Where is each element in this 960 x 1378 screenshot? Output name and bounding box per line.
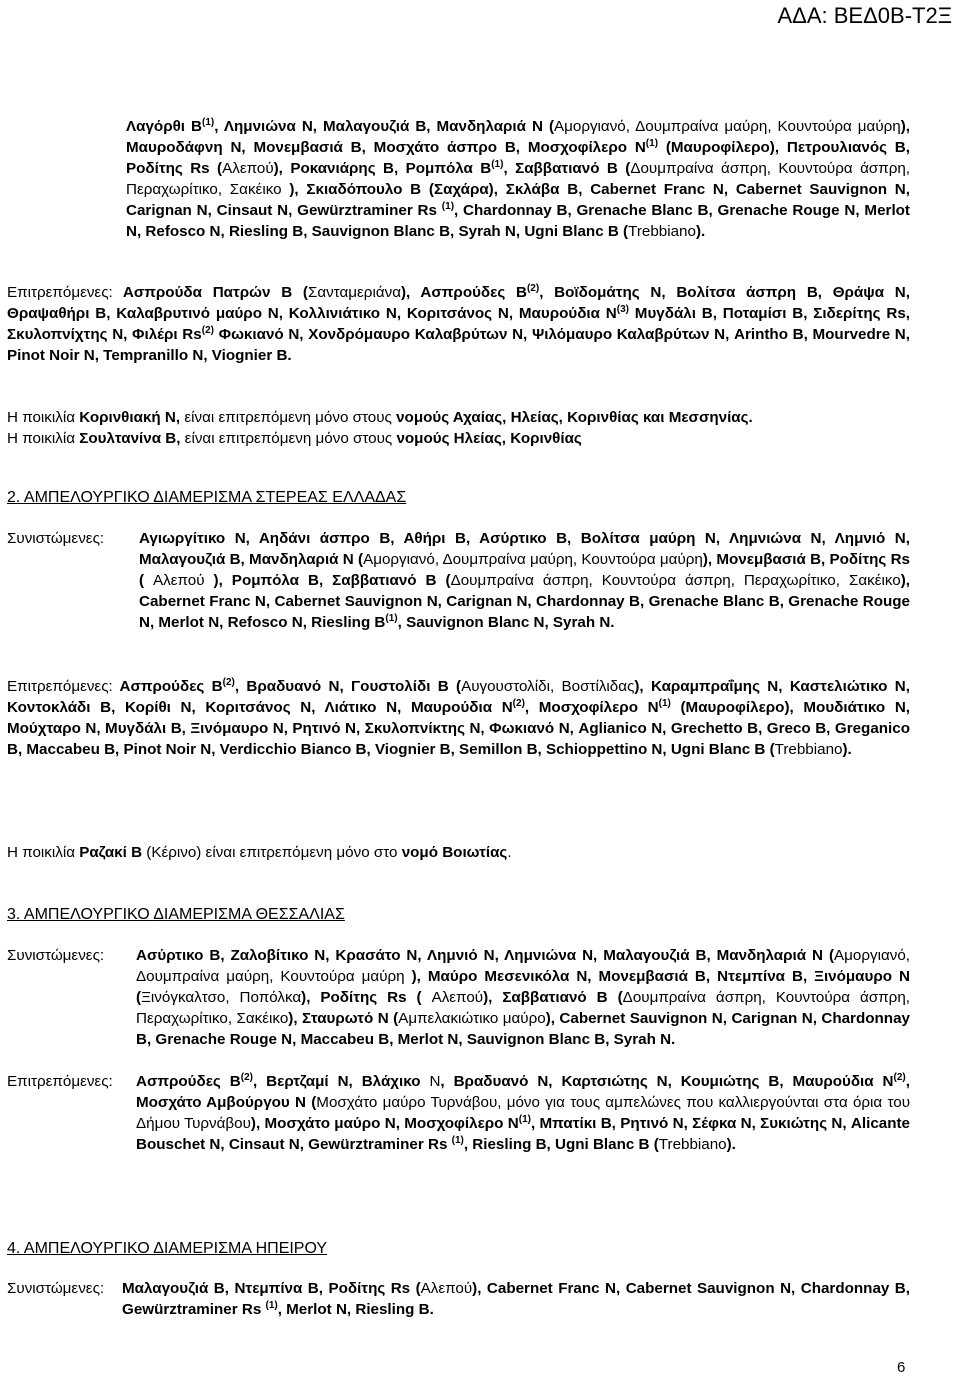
section4-recommended-label: Συνιστώμενες: (7, 1280, 105, 1297)
section2-heading: 2. ΑΜΠΕΛΟΥΡΓΙΚΟ ΔΙΑΜΕΡΙΣΜΑ ΣΤΕΡΕΑΣ ΕΛΛΑΔΑΣ (7, 489, 407, 506)
ada-code: ΑΔΑ: ΒΕΔ0Β-Τ2Ξ (777, 3, 952, 28)
section3-heading: 3. ΑΜΠΕΛΟΥΡΓΙΚΟ ΔΙΑΜΕΡΙΣΜΑ ΘΕΣΣΑΛΙΑΣ (7, 906, 345, 923)
section2-note-razaki: Η ποικιλία Ραζακί Β (Κέρινο) είναι επιτρεπόμενη μόνο στο νομό Βοιωτίας. (7, 844, 512, 861)
page-number: 6 (897, 1359, 906, 1376)
section3-permitted-text: Ασπρούδες $B^{(2)}$, Βερτζαμί Ν, Βλάχικο Ν, Βραδυανό Ν, Καρτσιώτης Ν, Κουμιώτης Β, Μαυρούδια $N^{(2)}$, Μοσχάτο Αμβούργου Ν (Μοσχάτο μαύρο Τυρνάβου, μόνο για τους αμπελώνες που καλλιεργούνται στα όρια του Δήμου Τυρνάβου), Μοσχάτο μαύρο Ν, Μοσχοφίλερο $N^{(1)}$, Μπατίκι Β, Ρητινό Ν, Σέφκα Ν, Συκιώτης Ν, Alicante Bouschet N, Cinsaut N, Gewürztraminer Rs $^{(1)}$, Riesling B, Ugni Blanc B (Trebbiano). (136, 1072, 910, 1153)
section2-recommended-text: Αγιωργίτικο Ν, Αηδάνι άσπρο Β, Αθήρι Β, Ασύρτικο Β, Βολίτσα μαύρη Ν, Λημνιώνα Ν, Λημνιό Ν, Μαλαγουζιά Β, Μανδηλαριά Ν (Αμοργιανό, Δουμπραίνα μαύρη, Κουντούρα μαύρη), Μονεμβασιά Β, Ροδίτης Rs ( Αλεπού ), Ρομπόλα Β, Σαββατιανό Β (Δουμπραίνα άσπρη, Κουντούρα άσπρη, Περαχωρίτικο, Σακέικο), Cabernet Franc N, Cabernet Sauvignon N, Carignan N, Chardonnay B, Grenache Blanc B, Grenache Rouge N, Merlot N, Refosco N, Riesling $B^{(1)}$, Sauvignon Blanc N, Syrah N. (139, 530, 910, 631)
section2-recommended-label: Συνιστώμενες: (7, 530, 105, 547)
section1-permitted-text: Επιτρεπόμενες: Ασπρούδα Πατρών Β (Σανταμεριάνα), Ασπρούδες $B^{(2)}$, Βοϊδομάτης Ν, Βολίτσα άσπρη Β, Θράψα Ν, Θραψαθήρι Β, Καλαβρυτινό μαύρο Ν, Κολλινιάτικο Ν, Κοριτσάνος Ν, Μαυρούδια $N^{(3)}$ Μυγδάλι Β, Ποταμίσι Β, Σιδερίτης Rs, Σκυλοπνίχτης Ν, Φιλέρι Rs$^{(2)}$ Φωκιανό Ν, Χονδρόμαυρο Καλαβρύτων Ν, Ψιλόμαυρο Καλαβρύτων Ν, Arintho B, Mourvedre N, Pinot Noir N, Tempranillo N, Viognier B. (7, 283, 910, 364)
section2-permitted-text: Επιτρεπόμενες: Ασπρούδες $B^{(2)}$, Βραδυανό Ν, Γουστολίδι Β (Αυγουστολίδι, Βοστίλιδας), Καραμπραΐμης Ν, Καστελιώτικο Ν, Κοντοκλάδι Β, Κορίθι Ν, Κοριτσάνος Ν, Λιάτικο Ν, Μαυρούδια $N^{(2)}$, Μοσχοφίλερο $N^{(1)}$ (Μαυροφίλερο), Μουδιάτικο Ν, Μούχταρο Ν, Μυγδάλι Β, Ξινόμαυρο Ν, Ρητινό Ν, Σκυλοπνίκτης Ν, Φωκιανό Ν, Aglianico N, Grechetto B, Greco B, Greganico B, Maccabeu B, Pinot Noir N, Verdicchio Bianco B, Viognier B, Semillon B, Schioppettino N, Ugni Blanc B (Trebbiano). (7, 677, 911, 758)
section3-recommended-text: Ασύρτικο Β, Ζαλοβίτικο Ν, Κρασάτο Ν, Λημνιό Ν, Λημνιώνα Ν, Μαλαγουζιά Β, Μανδηλαριά Ν (Αμοργιανό, Δουμπραίνα μαύρη, Κουντούρα μαύρη ), Μαύρο Μεσενικόλα Ν, Μονεμβασιά Β, Ντεμπίνα Β, Ξινόμαυρο Ν (Ξινόγκαλτσο, Ποπόλκα), Ροδίτης Rs ( Αλεπού), Σαββατιανό Β (Δουμπραίνα άσπρη, Κουντούρα άσπρη, Περαχωρίτικο, Σακέικο), Σταυρωτό Ν (Αμπελακιώτικο μαύρο), Cabernet Sauvignon N, Carignan N, Chardonnay B, Grenache Rouge N, Maccabeu B, Merlot N, Sauvignon Blanc B, Syrah N. (136, 947, 910, 1048)
section1-note-soultanina: Η ποικιλία Σουλτανίνα Β, είναι επιτρεπόμενη μόνο στους νομούς Ηλείας, Κορινθίας (7, 430, 582, 447)
section4-recommended-text: Μαλαγουζιά Β, Ντεμπίνα Β, Ροδίτης Rs (Αλεπού), Cabernet Franc N, Cabernet Sauvignon N, Chardonnay B, Gewürztraminer Rs $^{(1)}$, Merlot N, Riesling B. (122, 1280, 910, 1318)
section3-permitted-label: Επιτρεπόμενες: (7, 1073, 113, 1090)
permitted-label: Επιτρεπόμενες: (7, 284, 113, 301)
section3-recommended-label: Συνιστώμενες: (7, 947, 105, 964)
section1-recommended-text: Λαγόρθι $B^{(1)}$, Λημνιώνα Ν, Μαλαγουζιά Β, Μανδηλαριά Ν (Αμοργιανό, Δουμπραίνα μαύρη, Κουντούρα μαύρη), Μαυροδάφνη Ν, Μονεμβασιά Β, Μοσχάτο άσπρο Β, Μοσχοφίλερο $N^{(1)}$ (Μαυροφίλερο), Πετρουλιανός Β, Ροδίτης Rs (Αλεπού), Ροκανιάρης Β, Ρομπόλα $B^{(1)}$, Σαββατιανό Β (Δουμπραίνα άσπρη, Κουντούρα άσπρη, Περαχωρίτικο, Σακέικο ), Σκιαδόπουλο Β (Σαχάρα), Σκλάβα Β, Cabernet Franc N, Cabernet Sauvignon N, Carignan N, Cinsaut N, Gewürztraminer Rs $^{(1)}$, Chardonnay B, Grenache Blanc B, Grenache Rouge N, Merlot N, Refosco N, Riesling B, Sauvignon Blanc B, Syrah N, Ugni Blanc B (Trebbiano). (126, 117, 911, 240)
section1-note-korinthiaki: Η ποικιλία Κορινθιακή Ν, είναι επιτρεπόμενη μόνο στους νομούς Αχαίας, Ηλείας, Κορινθίας και Μεσσηνίας. (7, 409, 753, 426)
section4-heading: 4. ΑΜΠΕΛΟΥΡΓΙΚΟ ΔΙΑΜΕΡΙΣΜΑ ΗΠΕΙΡΟΥ (7, 1240, 328, 1257)
